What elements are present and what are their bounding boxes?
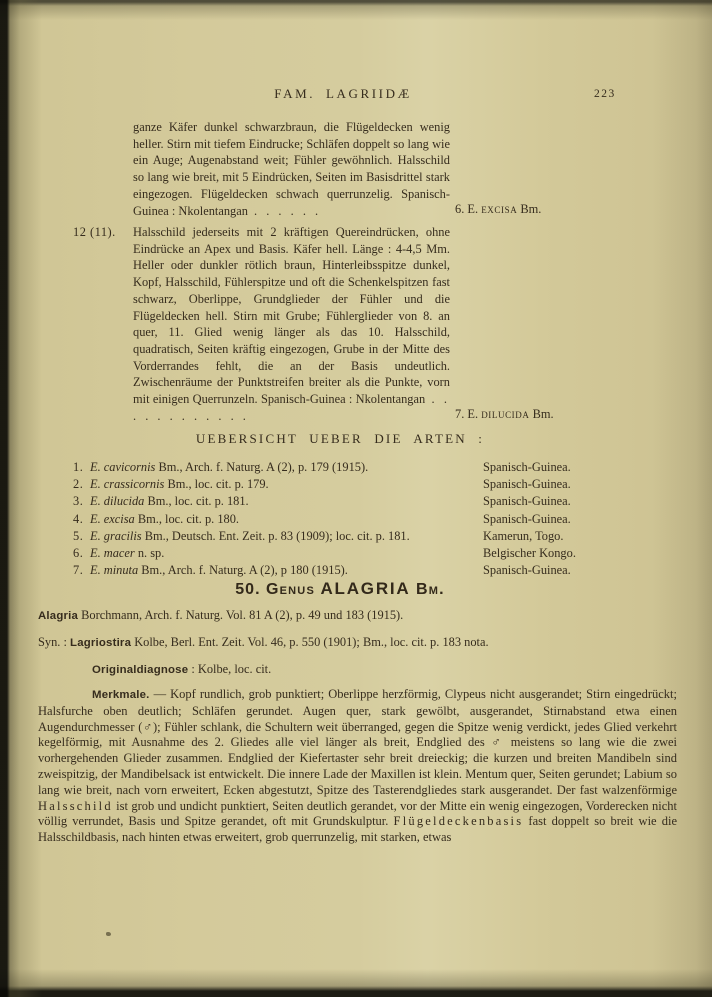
species-reference: Bm., Arch. f. Naturg. A (2), p 180 (1915).: [138, 563, 348, 578]
species-reference: n. sp.: [134, 546, 165, 561]
species-reference: Bm., loc. cit. p. 181.: [144, 494, 249, 509]
family-title: FAM. LAGRIIDÆ: [274, 86, 412, 101]
species-row: [73, 493, 679, 510]
species-number: 1.: [73, 460, 84, 474]
genus-heading: [235, 579, 444, 599]
genus-heading-word: Genus: [265, 581, 315, 598]
dot-leader: . . . . . . . . . . . .: [133, 392, 450, 423]
original-diagnosis-line: [92, 662, 712, 677]
result-author: Bm.: [532, 407, 554, 422]
species-name: E. cavicornis: [90, 460, 156, 474]
key-couplet-continuation: [133, 119, 676, 219]
species-citation: [90, 493, 483, 510]
species-reference: Bm., Arch. f. Naturg. A (2), p. 179 (1915).: [155, 460, 369, 474]
result-genus-abbr: E.: [467, 202, 479, 217]
couplet-body-text: Halsschild jederseits mit 2 kräftigen Quereindrücken, ohne Eindrücke an Apex und Basis. Käfer hell. Länge : 4-4,5 Mm. Heller oder dunkler rötlich braun, Hinterleibsspitze dunkel, Kopf, Halsschild, Fühlerspitze und oft die Schenkelspitzen fast schwarz, Oberlippe, Grundglieder der Fühler und die Flügeldecken hell. Stirn mit Grube; Fühlerglieder von 8. an quer, 11. Glied wenig länger als das 10. Halsschild, quadratisch, Seiten kräftig eingezogen, Grube in der Mitte des Vorderrandes fehlt, die an der Basis undeutlich. Zwischenräume der Punktstreifen breiter als die Punkte, vorn mit einigen Querrunzeln. Spanisch-Guinea : Nkolentangan: [133, 225, 450, 407]
original-diagnosis-text: : Kolbe, loc. cit.: [188, 662, 272, 676]
text-segment: ♂: [142, 719, 153, 734]
text-segment: Halsschild: [38, 798, 113, 813]
text-segment: fast doppelt so breit wie die Halsschildbasis, nach hinten etwas erweitert, grob querrunzelig, mit starken, etwas: [38, 814, 677, 845]
merkmale-paragraph: [38, 687, 677, 846]
genus-reference-line: [38, 608, 676, 623]
species-name: E. crassicornis: [90, 477, 165, 492]
text-segment: Merkmale.: [92, 689, 150, 701]
species-overview-heading: UEBERSICHT UEBER DIE ARTEN :: [195, 431, 485, 446]
species-locality: Spanisch-Guinea.: [483, 511, 571, 526]
species-row: [73, 476, 679, 493]
couplet-body-text: ganze Käfer dunkel schwarzbraun, die Flügeldecken wenig heller. Stirn mit tiefem Eindrucke; Schläfen doppelt so lang wie ein Auge; Augenabstand weit; Fühler gewöhnlich. Halsschild so lang wie breit, mit 5 Eindrücken, Seiten im Basisdrittel stark eingezogen. Flügeldecken schwach querrunzelig. Spanisch-Guinea : Nkolentangan: [133, 120, 450, 218]
species-citation: [90, 545, 483, 562]
genus-heading-author: Bm.: [415, 581, 445, 598]
dot-leader: . . . . . .: [247, 203, 322, 218]
species-citation: [90, 511, 483, 528]
species-locality: Spanisch-Guinea.: [483, 494, 571, 509]
couplet-text: [133, 119, 450, 219]
text-segment: ); Fühler schlank, die Schultern weit überranged, gegen die Spitze wenig verdickt, jedes Glied verkehrt kegelförmig, mit Ausnahme des 2. Gliedes alle viel länger als breit, Endglied des: [38, 719, 677, 750]
species-name: E. macer: [90, 546, 135, 561]
species-reference: Bm., loc. cit. p. 180.: [134, 511, 240, 526]
text-segment: meistens so lang wie die zwei vorhergehenden Glieder zusammen. Endglied der Kiefertaster sehr breit dreieckig; die kurzen und breiten Mandibeln sind zweispitzig, der Mandibelsack ist entwickelt. Die innere Lade der Maxillen ist klein. Mentum quer, Seiten gerundet; Labium so lang wie breit, nach vorn erweitert, Ecken abgestutzt, Spitze des Tasterendgliedes stark ausgerandet. Der fast walzenförmige: [38, 735, 678, 797]
result-number: 7.: [455, 407, 465, 422]
species-number: 3.: [73, 494, 84, 509]
species-citation: [90, 528, 483, 545]
synonym-line: [38, 635, 676, 650]
couplet-number: 12 (11).: [73, 225, 116, 239]
result-species-name: excisa: [481, 202, 518, 217]
couplet-result-species: [455, 202, 541, 217]
couplet-text: [133, 224, 450, 424]
species-locality: Kamerun, Togo.: [483, 528, 564, 543]
species-number: 2.: [73, 477, 84, 492]
text-segment: ♂: [491, 735, 505, 750]
species-row: [73, 459, 679, 476]
result-genus-abbr: E.: [467, 407, 479, 422]
synonym-reference-text: Kolbe, Berl. Ent. Zeit. Vol. 46, p. 550 (1901); Bm., loc. cit. p. 183 nota.: [131, 635, 489, 649]
species-name: E. gracilis: [90, 528, 142, 543]
synonym-name-bold: Lagriostira: [70, 637, 132, 649]
couplet-result-species: [455, 407, 554, 422]
key-couplet-12: [73, 224, 676, 424]
species-citation: [90, 459, 483, 476]
genus-name-bold: Alagria: [38, 610, 79, 622]
species-name: E. excisa: [90, 511, 135, 526]
species-number: 6.: [73, 546, 84, 561]
result-species-name: dilucida: [481, 407, 530, 422]
text-segment: ist grob und undicht punktiert, Seiten deutlich gerandet, vor der Mitte ein wenig eingezogen, Vorderecken nicht völlig verrundet, Basis und Spitze gerandet, oft mit Grundskulptur.: [38, 798, 677, 829]
species-locality: Belgischer Kongo.: [483, 546, 576, 561]
species-locality: Spanisch-Guinea.: [483, 460, 571, 474]
species-number: 5.: [73, 528, 84, 543]
species-reference: Bm., Deutsch. Ent. Zeit. p. 83 (1909); loc. cit. p. 181.: [141, 528, 410, 543]
genus-heading-number: 50.: [235, 581, 261, 598]
running-header: [274, 86, 412, 102]
text-segment: — Kopf rundlich, grob punktiert; Oberlippe herzförmig, Clypeus nicht ausgerandet; Stirn eingedrückt; Halsfurche oben deutlich; Schläfen gerundet. Augen quer, stark gewölbt, ausgerandet, Stirnabstand etwa einen Augendurchmesser (: [38, 687, 677, 734]
species-citation: [90, 476, 483, 493]
scan-speck: [106, 932, 111, 936]
result-author: Bm.: [520, 202, 542, 217]
species-reference: Bm., loc. cit. p. 179.: [164, 477, 269, 492]
species-number: 4.: [73, 511, 84, 526]
synonym-prefix: Syn. :: [38, 635, 71, 649]
page-number: 223: [594, 88, 616, 100]
genus-reference-text: Borchmann, Arch. f. Naturg. Vol. 81 A (2), p. 49 und 183 (1915).: [78, 608, 404, 622]
species-row: [73, 562, 679, 579]
species-locality: Spanisch-Guinea.: [483, 477, 571, 492]
species-name: E. minuta: [90, 563, 139, 578]
species-list: [73, 459, 679, 579]
result-number: 6.: [455, 202, 465, 217]
species-row: [73, 511, 679, 528]
species-locality: Spanisch-Guinea.: [483, 563, 571, 578]
species-number: 7.: [73, 563, 84, 578]
species-name: E. dilucida: [90, 494, 145, 509]
species-row: [73, 528, 679, 545]
species-row: [73, 545, 679, 562]
species-citation: [90, 562, 483, 579]
original-diagnosis-label: Originaldiagnose: [92, 664, 189, 676]
text-segment: Flügeldeckenbasis: [393, 814, 524, 829]
genus-heading-name: ALAGRIA: [320, 579, 411, 598]
